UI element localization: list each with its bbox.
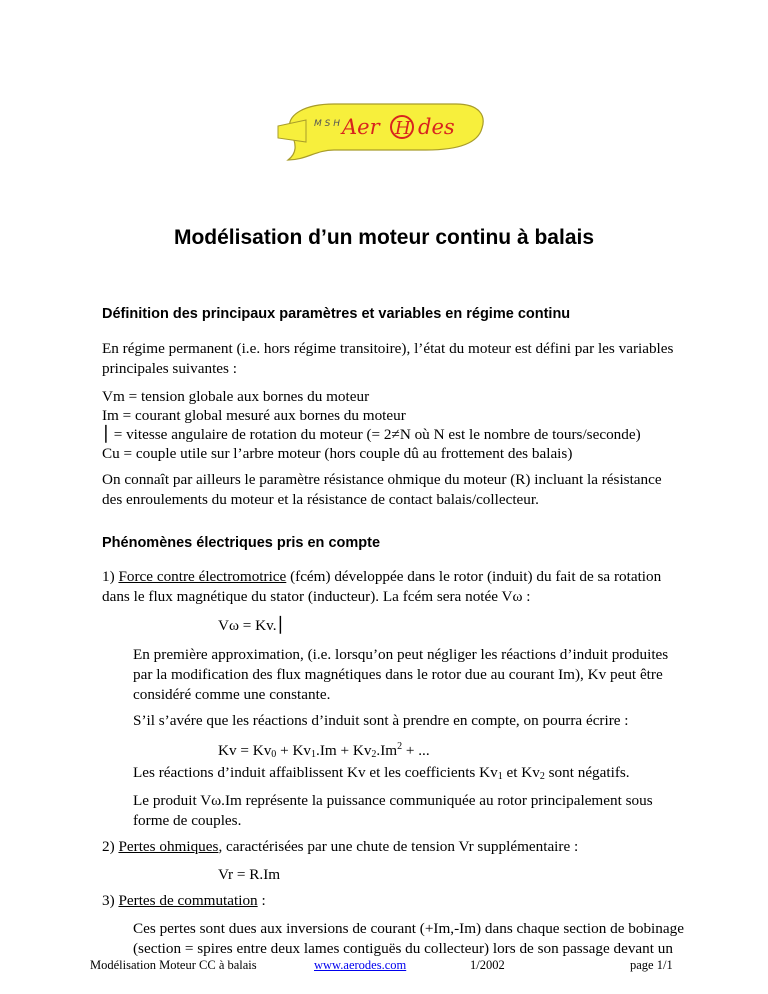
logo-text-des: des [418,115,455,139]
variable-line: Cu = couple utile sur l’arbre moteur (hors couple dû au frottement des balais) [102,445,573,462]
commutation-line-2: (section = spires entre deux lames contiguës du collecteur) lors de son passage devant un [133,940,673,957]
equation-kv [218,737,430,765]
eq-part: .Im [376,742,398,759]
weakening-line [133,763,630,787]
reaction-line: S’il s’avére que les réactions d’induit sont à prendre en compte, on pourra écrire : [133,712,629,729]
variable-line: Im = courant global mesuré aux bornes du moteur [102,407,406,424]
variable-line: ⎮ = vitesse angulaire de rotation du moteur (= 2≠N où N est le nombre de tours/seconde) [102,426,641,443]
text-part: Les réactions d’induit affaiblissent Kv et les coefficients Kv [133,764,498,781]
footer-website-link[interactable]: www.aerodes.com [314,958,407,972]
page-title: Modélisation d’un moteur continu à balais [173,226,595,249]
text-subscript: 1 [497,771,503,782]
eq-superscript: 2 [397,741,403,752]
approx-line-3: considéré comme une constante. [133,686,331,703]
variable-line: Vm = tension globale aux bornes du moteur [102,388,370,405]
logo-wing-text: M S H [314,119,340,129]
equation-fcem: Vω = Kv.⎮ [218,617,285,634]
item-1-number: 1) [102,568,119,585]
section-heading-phenomena: Phénomènes électriques pris en compte [102,535,381,551]
product-line-2: forme de couples. [133,812,242,829]
item-2-text: , caractérisées par une chute de tension Vr supplémentaire : [218,838,579,855]
logo-text-aer: Aer [342,115,380,139]
eq-part: Kv = Kv [218,742,272,759]
item-3-line [102,891,266,911]
item-3-text: : [257,892,266,909]
resistance-line-1: On connaît par ailleurs le paramètre résistance ohmique du moteur (R) incluant la résistance [102,471,662,488]
item-1-line-1 [102,567,661,587]
approx-line-1: En première approximation, (i.e. lorsqu’on peut négliger les réactions d’induit produites [133,646,669,663]
approx-line-2: par la modification des flux magnétiques dans le rotor due au courant Im), Kv peut être [133,666,663,683]
item-2-number: 2) [102,838,119,855]
eq-subscript: 0 [271,749,277,760]
eq-subscript: 1 [311,749,317,760]
footer-page-number: page 1/1 [630,958,673,972]
footer-date: 1/2002 [470,958,505,972]
eq-part: .Im + Kv [316,742,372,759]
item-2-title: Pertes ohmiques [118,838,219,855]
equation-vr: Vr = R.Im [218,866,281,883]
eq-subscript: 2 [371,749,377,760]
text-part: sont négatifs. [544,764,630,781]
text-part: et Kv [502,764,540,781]
intro-line-1: En régime permanent (i.e. hors régime transitoire), l’état du moteur est défini par les variables [102,340,674,357]
item-1-line-2: dans le flux magnétique du stator (inducteur). La fcém sera notée Vω : [102,588,531,605]
commutation-line-1: Ces pertes sont dues aux inversions de courant (+Im,-Im) dans chaque section de bobinage [133,920,684,937]
item-3-title: Pertes de commutation [118,892,258,909]
item-2-line [102,837,578,857]
logo-text-h: H [395,118,411,139]
footer-link-wrap [314,958,406,973]
item-3-number: 3) [102,892,119,909]
product-line-1: Le produit Vω.Im représente la puissance communiquée au rotor principalement sous [133,792,653,809]
text-subscript: 2 [539,771,545,782]
section-heading-definitions: Définition des principaux paramètres et variables en régime continu [102,306,571,322]
footer-title: Modélisation Moteur CC à balais [90,958,257,972]
item-1-title: Force contre électromotrice [118,568,287,585]
eq-part: + Kv [276,742,312,759]
item-1-text: (fcém) développée dans le rotor (induit) du fait de sa rotation [286,568,662,585]
intro-line-2: principales suivantes : [102,360,237,377]
resistance-line-2: des enroulements du moteur et la résistance de contact balais/collecteur. [102,491,539,508]
aerodes-logo [276,98,488,164]
eq-part: + ... [402,742,430,759]
